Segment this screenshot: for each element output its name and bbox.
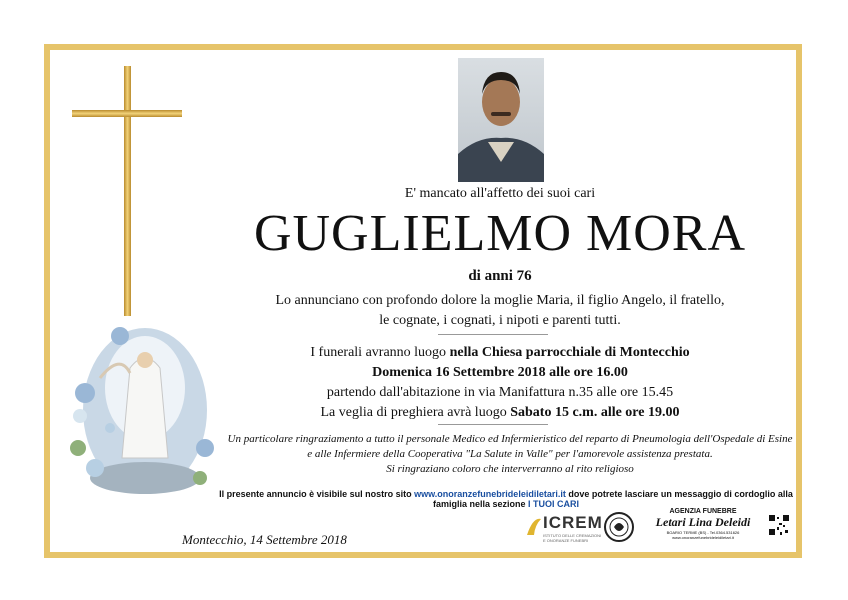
thanks-line: Un particolare ringraziamento a tutto il personale Medico ed Infermieristico del reparto di Pneumologia dell'Ospedale di Esine xyxy=(227,433,793,445)
agency-title: AGENZIA FUNEBRE xyxy=(669,508,737,515)
portrait-photo xyxy=(458,58,544,182)
agency-name: Letari Lina Deleidi xyxy=(655,515,751,529)
announcement xyxy=(200,291,800,331)
website-notice xyxy=(206,489,806,509)
church-name: nella Chiesa parrocchiale di Montecchio xyxy=(449,345,690,360)
deceased-name: GUGLIELMO MORA xyxy=(253,205,747,262)
intro-text: E' mancato all'affetto dei suoi cari xyxy=(404,186,596,201)
section-link[interactable]: I TUOI CARI xyxy=(528,499,580,509)
website-text: Il presente annuncio è visibile sul nostro sito xyxy=(219,489,415,499)
funeral-line xyxy=(200,343,800,363)
vigil-line xyxy=(200,403,800,423)
divider xyxy=(438,424,548,425)
cross-icon-bar xyxy=(72,110,182,117)
thanks-line: Si ringraziano coloro che interverranno al rito religioso xyxy=(386,463,634,475)
qr-code xyxy=(768,514,790,536)
date-place: Montecchio, 14 Settembre 2018 xyxy=(182,532,347,547)
thanks-text xyxy=(210,432,810,477)
funeral-date xyxy=(200,363,800,383)
cross-icon xyxy=(124,66,131,316)
icrem-logo-text: ICREM xyxy=(543,513,603,532)
agency-info xyxy=(640,508,766,540)
funeral-date-text: Domenica 16 Settembre 2018 alle ore 16.00 xyxy=(372,365,628,380)
icrem-emblem-icon xyxy=(525,515,543,537)
website-text-mid: dove potrete lasciare un messaggio di cordoglio alla famiglia nella sezione xyxy=(432,489,793,509)
announce-line: Lo annunciano con profondo dolore la moglie Maria, il figlio Angelo, il fratello, xyxy=(275,293,725,308)
website-link[interactable]: www.onoranzefunebrideleidiletari.it xyxy=(414,489,566,499)
age-text: di anni 76 xyxy=(468,268,532,284)
icrem-logo xyxy=(525,513,601,551)
vigil-text: La veglia di preghiera avrà luogo xyxy=(320,405,511,420)
divider xyxy=(438,334,548,335)
icrem-logo-sub: ISTITUTO DELLE CREMAZIONI E ONORANZE FUNEBRI xyxy=(543,533,602,543)
funeral-details xyxy=(200,343,800,423)
thanks-line: e alle Infermiere della Cooperativa "La Salute in Valle" per l'amorevole assistenza prestata. xyxy=(307,448,713,460)
agency-address: BOARIO TERME (BS) - Tel.0364.531626 xyxy=(666,530,740,535)
vigil-date: Sabato 15 c.m. alle ore 19.00 xyxy=(510,405,680,420)
funeral-text: I funerali avranno luogo xyxy=(310,345,450,360)
agency-site: www.onoranzefunebrideleidiletari.it xyxy=(672,535,734,540)
agency-seal-icon xyxy=(603,511,635,543)
funeral-line: partendo dall'abitazione in via Manifattura n.35 alle ore 15.45 xyxy=(326,385,674,400)
announce-line: le cognate, i cognati, i nipoti e parenti tutti. xyxy=(379,313,621,328)
